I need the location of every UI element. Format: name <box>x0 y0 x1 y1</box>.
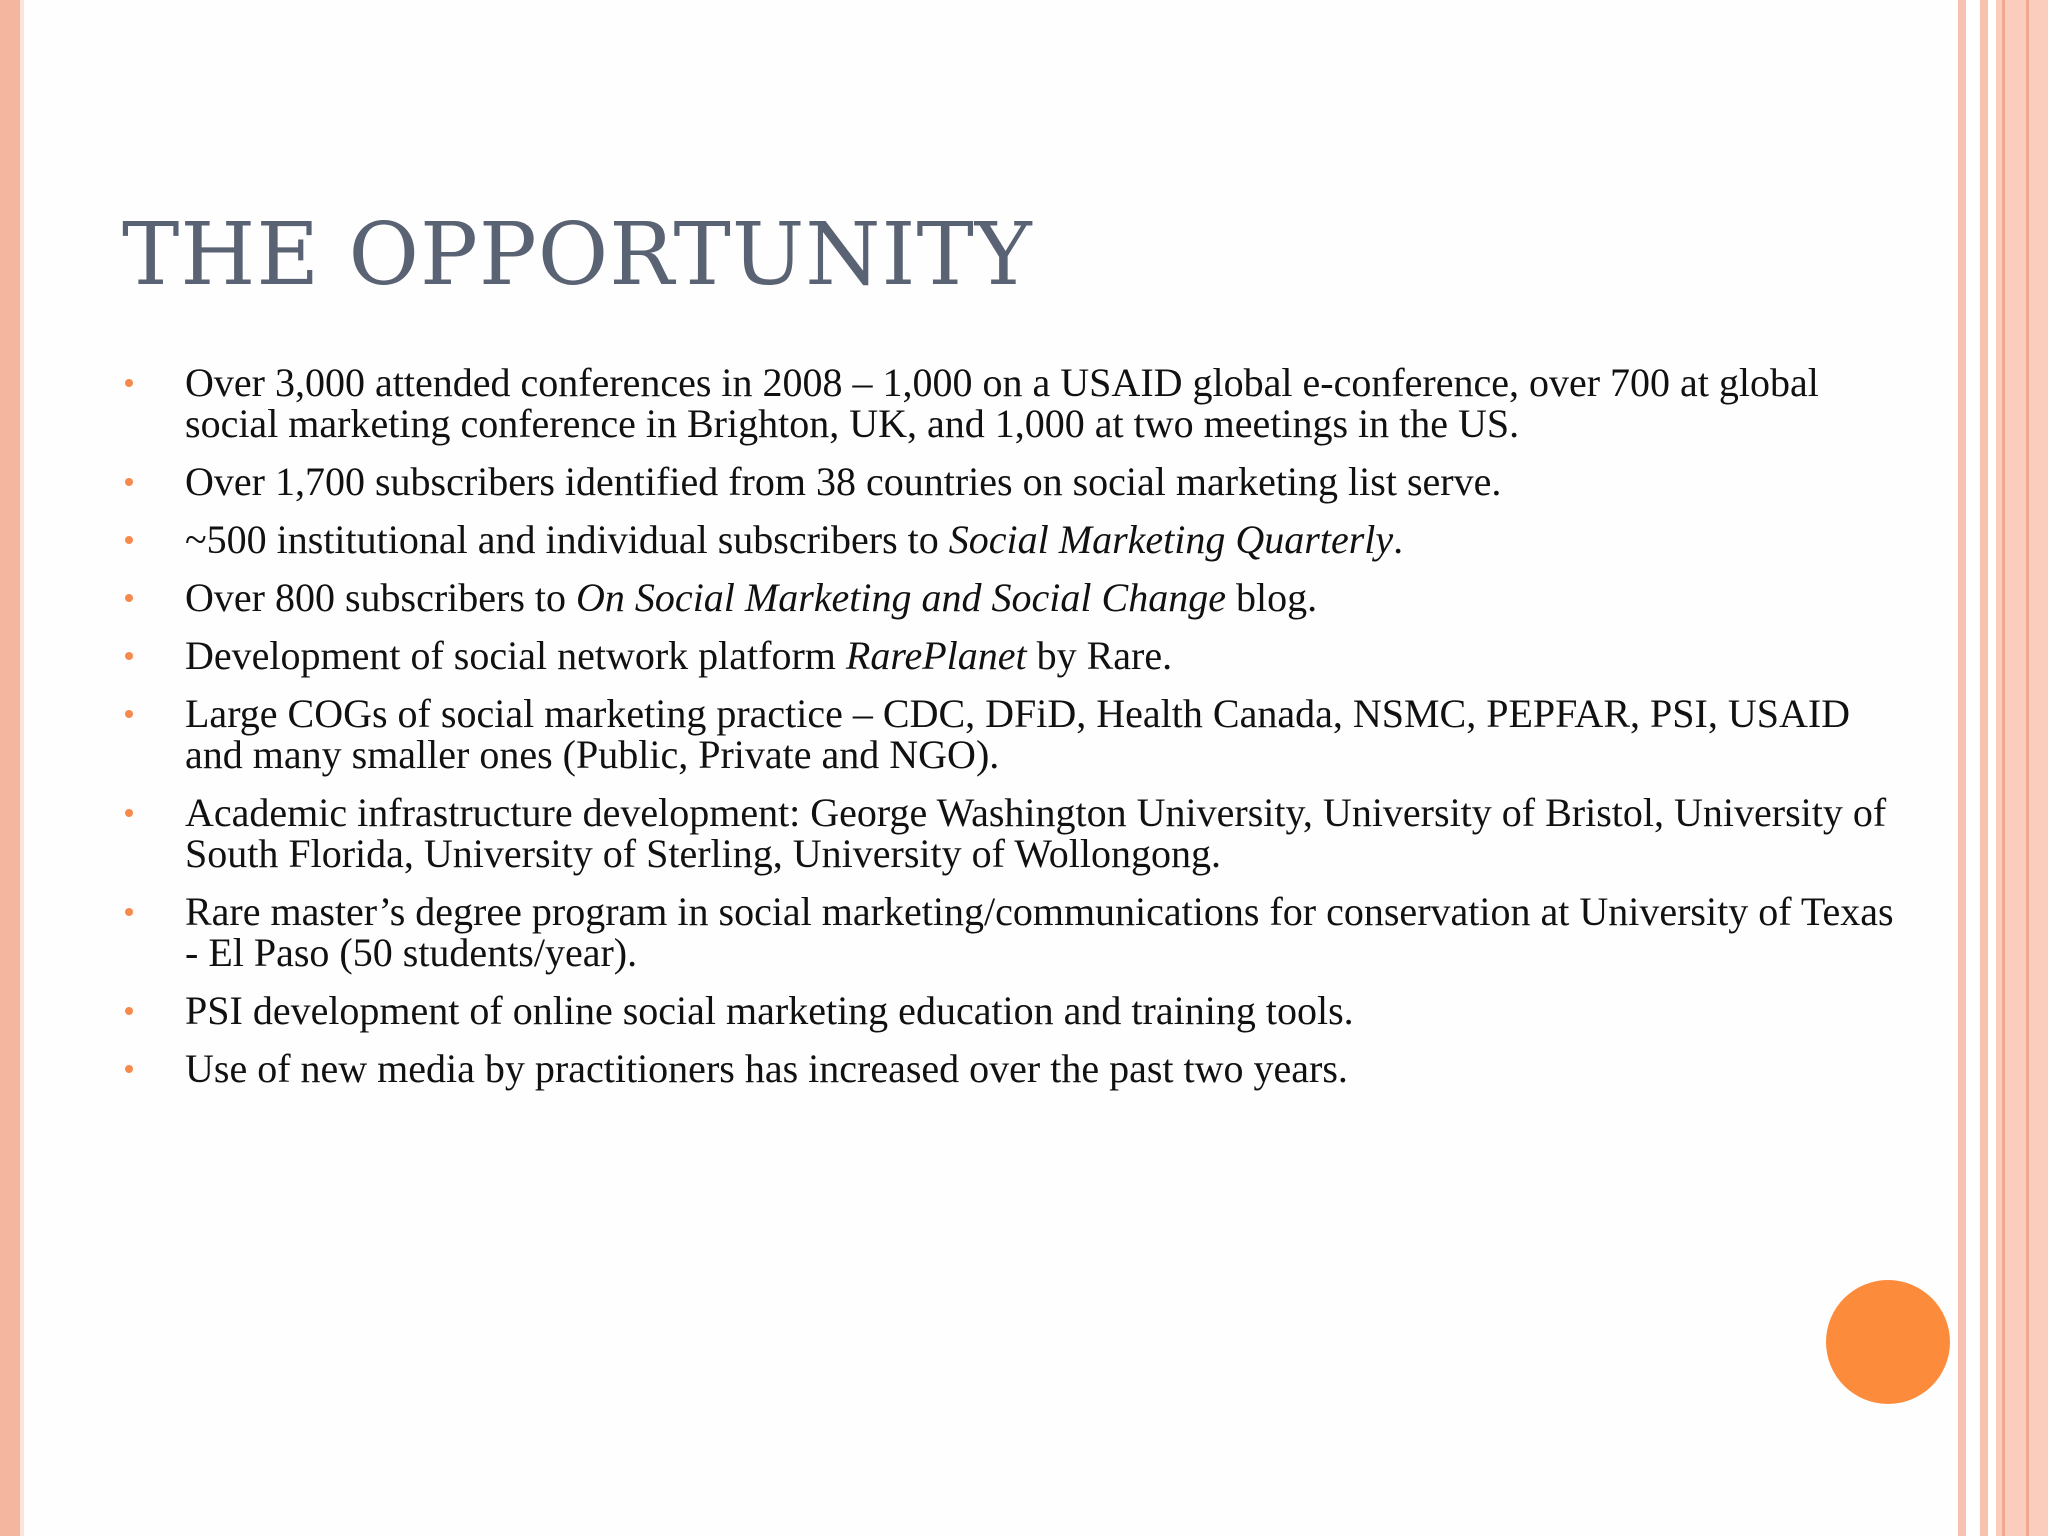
bullet-item <box>122 519 1902 560</box>
bullet-text: Development of social network platform <box>185 633 846 678</box>
right-decor-line <box>2002 0 2005 1536</box>
bullet-text: Use of new media by practitioners has increased over the past two years. <box>185 1046 1348 1091</box>
bullet-dot-icon <box>125 379 133 387</box>
right-decor-line <box>2026 0 2029 1536</box>
bullet-item <box>122 891 1902 973</box>
right-decor-stripe <box>1980 0 1988 1536</box>
bullet-dot-icon <box>125 478 133 486</box>
bullet-item <box>122 461 1902 502</box>
bullet-text-tail: by Rare. <box>1026 633 1173 678</box>
bullet-text: Over 1,700 subscribers identified from 38 countries on social marketing list serve. <box>185 459 1502 504</box>
bullet-item <box>122 362 1902 444</box>
bullet-item <box>122 577 1902 618</box>
bullet-dot-icon <box>125 1007 133 1015</box>
bullet-text: Over 800 subscribers to <box>185 575 577 620</box>
bullet-text: ~500 institutional and individual subscribers to <box>185 517 949 562</box>
left-decor-strip-thin <box>20 0 24 1536</box>
bullet-text: PSI development of online social marketing education and training tools. <box>185 988 1354 1033</box>
bullet-item <box>122 990 1902 1031</box>
bullet-text: Large COGs of social marketing practice – CDC, DFiD, Health Canada, NSMC, PEPFAR, PSI, USAID and many smaller ones (Public, Private and NGO). <box>185 691 1851 777</box>
bullet-text: Rare master’s degree program in social marketing/communications for conservation at University of Texas - El Paso (50 students/year). <box>185 889 1894 975</box>
bullet-text-tail: . <box>1393 517 1404 562</box>
bullet-dot-icon <box>125 1065 133 1073</box>
bullet-italic-text: On Social Marketing and Social Change <box>576 575 1226 620</box>
bullet-item <box>122 635 1902 676</box>
bullet-dot-icon <box>125 536 133 544</box>
bullet-item <box>122 693 1902 775</box>
right-decor-stripe <box>1958 0 1966 1536</box>
decorative-circle-icon <box>1826 1280 1950 1404</box>
right-decor-gap <box>1966 0 1980 1536</box>
bullet-item <box>122 1048 1902 1089</box>
bullet-italic-text: RarePlanet <box>845 633 1027 678</box>
bullet-dot-icon <box>125 652 133 660</box>
bullet-list <box>122 362 1902 1106</box>
bullet-text: Over 3,000 attended conferences in 2008 – 1,000 on a USAID global e-conference, over 700 at global social marketing conference in Brighton, UK, and 1,000 at two meetings in the US. <box>185 360 1819 446</box>
bullet-item <box>122 792 1902 874</box>
bullet-italic-text: Social Marketing Quarterly <box>948 517 1394 562</box>
bullet-dot-icon <box>125 809 133 817</box>
slide-title: THE OPPORTUNITY <box>122 205 1033 305</box>
left-decor-strip <box>0 0 20 1536</box>
bullet-dot-icon <box>125 710 133 718</box>
right-decor-gap <box>1988 0 1996 1536</box>
bullet-text-tail: blog. <box>1225 575 1318 620</box>
bullet-dot-icon <box>125 908 133 916</box>
bullet-dot-icon <box>125 594 133 602</box>
bullet-text: Academic infrastructure development: George Washington University, University of Bristol, University of South Florida, University of Sterling, University of Wollongong. <box>185 790 1887 876</box>
